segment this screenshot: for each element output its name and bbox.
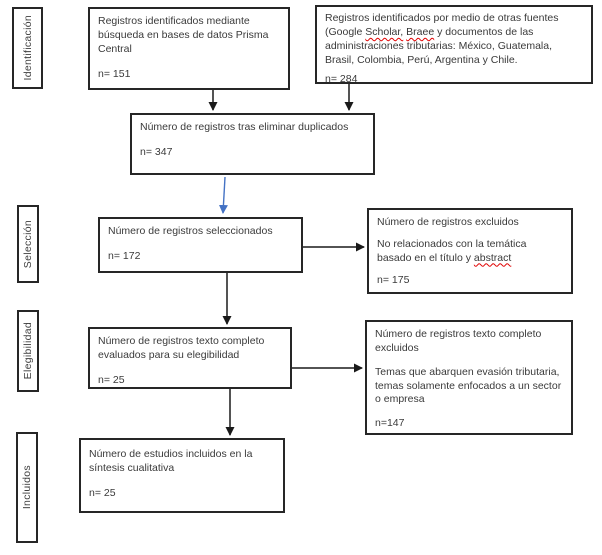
record-count: n= 151 [98,67,131,80]
exclusion-reason: Temas que abarquen evasión tributaria, temas solamente enfocados a un sector o empresa [375,365,562,406]
box-after-duplicates-removed [130,113,375,175]
box-text: Número de estudios incluidos en la síntesis cualitativa [89,448,253,474]
text-segment: No relacionados con la temática basado en el título y [377,237,527,264]
box-text: Número de registros texto completo evaluados para su elegibilidad [98,335,265,361]
text-segment: Registros identificados por medio de otras fuentes (Google [325,12,559,38]
box-records-prisma-central [88,7,290,90]
stage-label-text: Elegibilidad [22,322,34,380]
stage-label-elegibilidad [17,310,39,392]
misspelled-word-scholar: Scholar, [365,25,404,38]
record-count: n= 25 [98,373,125,386]
stage-label-text: Incluidos [21,465,33,510]
box-text [325,12,583,67]
text-segment: y documentos de las administraciones tributarias: México, Guatemala, Brasil, Colombia, Perú, Argentina y Chile. [325,25,553,66]
box-records-other-sources [315,5,593,84]
misspelled-word-braee: Braee [406,25,435,38]
arrow-dedup-to-selected [223,177,225,213]
stage-label-text: Selección [22,219,34,269]
record-count: n= 347 [140,145,173,158]
box-title: Número de registros texto completo excluidos [375,328,542,354]
box-studies-included [79,438,285,513]
record-count: n=147 [375,417,405,430]
stage-label-text: Identificación [21,15,34,81]
box-fulltext-assessed [88,327,292,389]
stage-label-seleccion [17,205,39,283]
record-count: n= 284 [325,73,358,86]
box-text: Número de registros seleccionados [108,225,273,237]
box-records-excluded-screening [367,208,573,294]
box-records-selected [98,217,303,273]
exclusion-reason [377,238,563,266]
record-count: n= 172 [108,249,141,262]
stage-label-identificacion [12,7,43,89]
box-title: Número de registros excluidos [377,216,519,228]
record-count: n= 175 [377,273,410,286]
box-fulltext-excluded [365,320,573,435]
box-text: Número de registros tras eliminar duplicados [140,121,349,133]
misspelled-word-abstract: abstract [473,251,512,264]
stage-label-incluidos [16,432,38,543]
box-text: Registros identificados mediante búsqueda en bases de datos Prisma Central [98,15,269,55]
record-count: n= 25 [89,486,116,499]
